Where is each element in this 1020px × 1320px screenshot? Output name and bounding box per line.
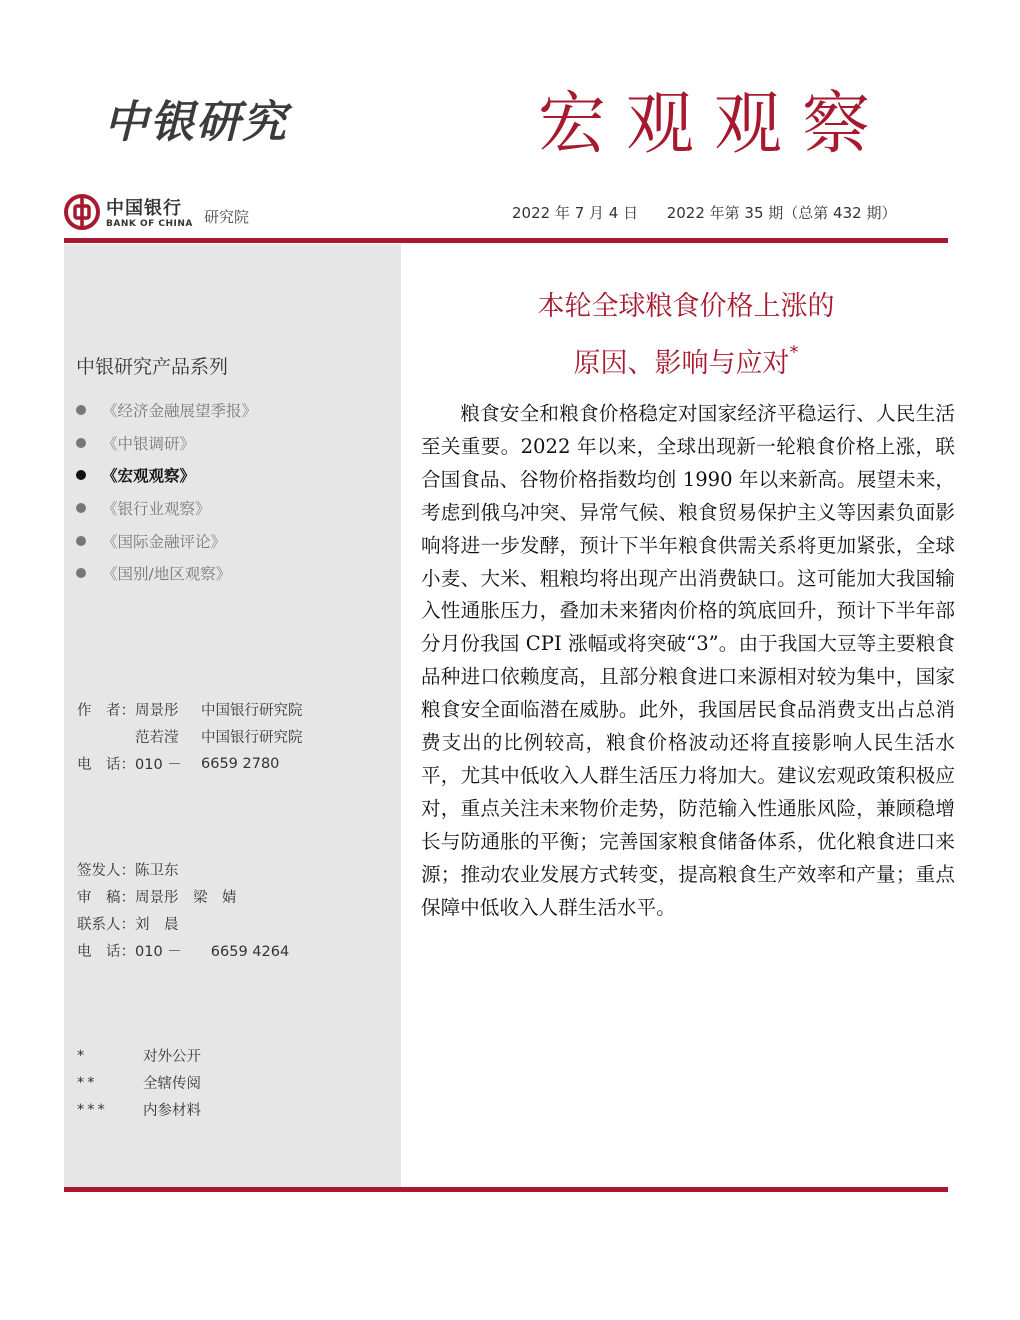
legend-mark: * [77, 1047, 88, 1064]
bank-of-china-logo-icon [64, 194, 100, 230]
article-title-line-2 [420, 341, 952, 380]
legend-mark: *** [77, 1101, 108, 1118]
series-item-label: 《国别/地区观察》 [102, 565, 232, 584]
series-item-label: 《宏观观察》 [102, 467, 196, 486]
series-item[interactable] [76, 557, 257, 590]
bank-name-en: BANK OF CHINA [106, 219, 193, 229]
publication-title: 宏观观察 [538, 85, 891, 164]
legend-label: 内参材料 [143, 1103, 201, 1119]
series-item-label: 《国际金融评论》 [102, 532, 227, 551]
article-title-line-1: 本轮全球粮食价格上涨的 [537, 291, 835, 322]
contact-info [77, 856, 289, 964]
legend-label: 对外公开 [143, 1049, 201, 1065]
info-key: 电 话： [77, 757, 135, 773]
sidebar [64, 244, 401, 1187]
author-row [77, 696, 303, 723]
contact-row [77, 910, 289, 937]
bullet-icon [76, 405, 86, 415]
issue-date-line: 2022 年 7 月 4 日 2022 年第 35 期（总第 432 期） [512, 204, 897, 222]
author-info [77, 696, 303, 777]
legend-row [77, 1096, 201, 1123]
bullet-icon [76, 568, 86, 578]
info-value: 010 － 6659 4264 [135, 944, 290, 960]
legend-row [77, 1069, 201, 1096]
series-item[interactable] [76, 524, 257, 557]
header-divider [64, 238, 948, 243]
author-org: 中国银行研究院 [201, 703, 303, 719]
bank-name-cn: 中国银行 [106, 198, 182, 219]
article-body: 粮食安全和粮食价格稳定对国家经济平稳运行、人民生活至关重要。2022 年以来，全球出现新一轮粮食价格上涨，联合国食品、谷物价格指数均创 1990 年以来新高。展望未来，考虑到俄乌冲突、异常气候、粮食贸易保护主义等因素负面影响将进一步发酵，预计下半年粮食供需关系将更加紧张，全球小麦、大米、粗粮均将出现产出消费缺口。这可能加大我国输入性通胀压力，叠加未来猪肉价格的筑底回升，预计下半年部分月份我国 CPI 涨幅或将突破“3”。由于我国大豆等主要粮食品种进口依赖度高，且部分粮食进口来源相对较为集中，国家粮食安全面临潜在威胁。此外，我国居民食品消费支出占总消费支出的比例较高，粮食价格波动还将直接影响人民生活水平，尤其中低收入人群生活压力将加大。建议宏观政策积极应对，重点关注未来物价走势，防范输入性通胀风险，兼顾稳增长与防通胀的平衡；完善国家粮食储备体系，优化粮食进口来源；推动农业发展方式转变，提高粮食生产效率和产量；重点保障中低收入人群生活水平。 [421, 402, 955, 919]
phone-number: 6659 2780 [201, 755, 280, 772]
series-item[interactable] [76, 427, 257, 460]
series-item-label: 《银行业观察》 [102, 500, 211, 519]
contact-row [77, 937, 289, 964]
bullet-icon [76, 503, 86, 513]
footnote-mark: * [789, 342, 799, 363]
author-row [77, 723, 303, 750]
series-item-label: 《经济金融展望季报》 [102, 402, 258, 421]
bullet-icon [76, 438, 86, 448]
info-key: 电 话： [77, 944, 135, 960]
info-value: 刘 晨 [135, 917, 179, 933]
author-org: 中国银行研究院 [201, 730, 303, 746]
legend-mark: ** [77, 1074, 98, 1091]
author-name: 范若滢 [135, 730, 179, 746]
series-item-label: 《中银调研》 [102, 434, 196, 453]
bullet-icon [76, 470, 86, 480]
info-key: 签发人： [77, 863, 135, 879]
info-value: 周景彤 梁 婧 [135, 890, 237, 906]
author-name: 周景彤 [135, 703, 179, 719]
info-key: 审 稿： [77, 890, 135, 906]
contact-row [77, 883, 289, 910]
classification-legend [77, 1042, 201, 1123]
series-item[interactable] [76, 492, 257, 525]
bullet-icon [76, 536, 86, 546]
info-key: 作 者： [77, 703, 135, 719]
info-key: 联系人： [77, 917, 135, 933]
legend-row [77, 1042, 201, 1069]
series-title: 中银研究产品系列 [76, 356, 229, 378]
series-item[interactable] [76, 394, 257, 427]
footer-divider [64, 1187, 948, 1192]
phone-row [77, 750, 303, 777]
contact-row [77, 856, 289, 883]
brand-logotype: 中银研究 [104, 97, 288, 148]
institute-label: 研究院 [204, 208, 250, 226]
series-list [76, 394, 257, 590]
article-title-text: 原因、影响与应对 [573, 348, 790, 379]
series-item-current[interactable] [76, 459, 257, 492]
legend-label: 全辖传阅 [143, 1076, 201, 1092]
phone-prefix: 010 － [135, 757, 182, 773]
info-value: 陈卫东 [135, 863, 179, 879]
